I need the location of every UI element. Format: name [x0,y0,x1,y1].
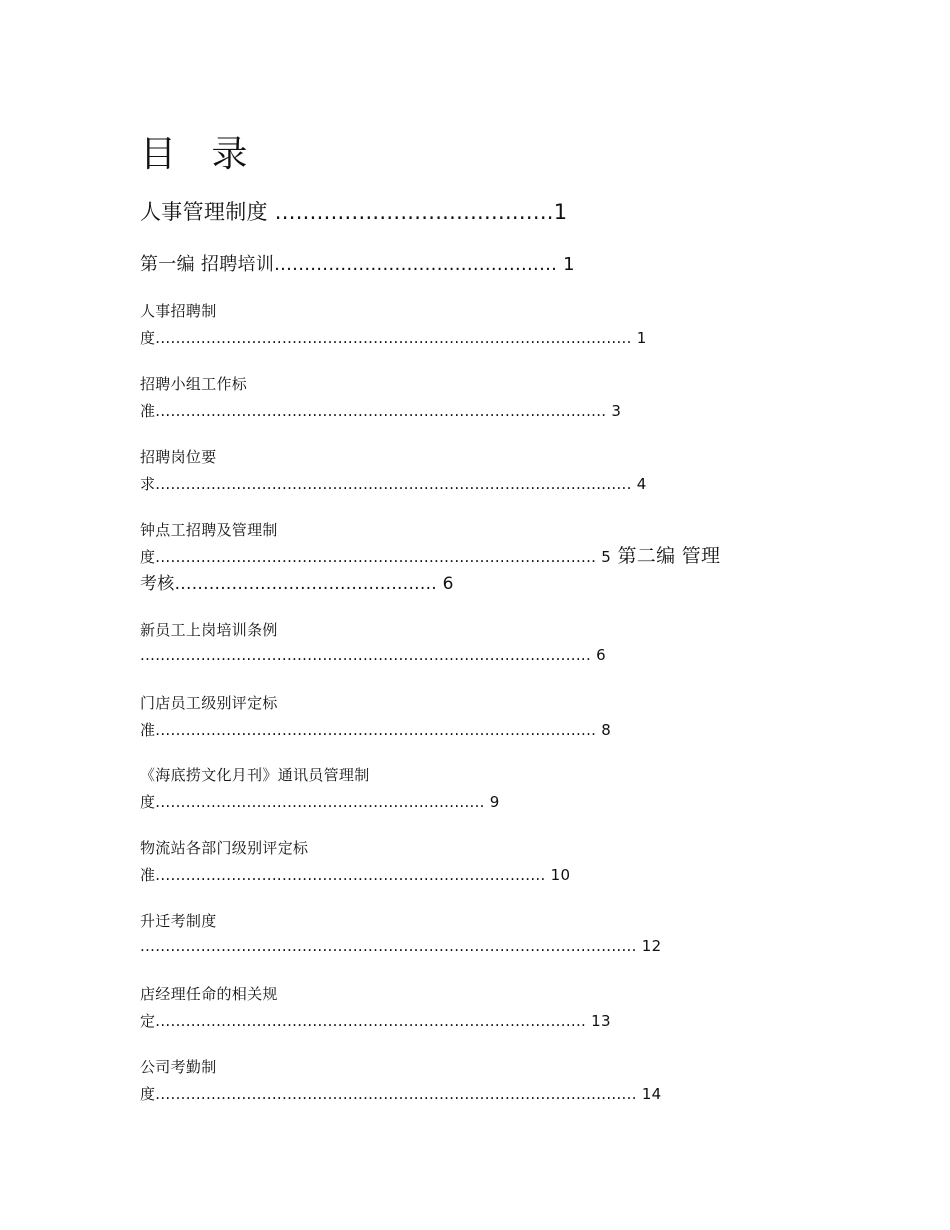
toc-entry-leader: 求.............................................................................................. 4 [140,475,647,493]
toc-entry-leader: 度............................................................................................... 14 [140,1085,662,1103]
toc-entry-title: 新员工上岗培训条例 [140,621,278,639]
toc-entry-title: 钟点工招聘及管理制 [140,521,278,539]
toc-entry-leader: 度.............................................................................................. 1 [140,329,647,347]
toc-entry-leader: 度....................................................................................... 5 [140,548,612,566]
toc-level2-entry: 第一编 招聘培训............................................... 1 [140,254,575,275]
toc-level2-continuation: 考核.............................................. 6 [140,574,454,594]
toc-entry-title: 《海底捞文化月刊》通讯员管理制 [140,766,370,784]
toc-entry-title: 物流站各部门级别评定标 [140,839,309,857]
toc-entry-title: 公司考勤制 [140,1058,217,1076]
toc-level1-entry: 人事管理制度 ........................................1 [140,200,568,224]
toc-entry-leader: 度................................................................. 9 [140,793,500,811]
toc-entry-leader-mixed [140,541,720,568]
toc-entry-leader: ......................................................................................... 6 [140,646,606,664]
toc-title: 目 录 [140,134,260,175]
toc-entry-title: 人事招聘制 [140,302,217,320]
toc-entry-title: 升迁考制度 [140,912,217,930]
toc-entry-title: 招聘岗位要 [140,448,217,466]
toc-entry-title: 店经理任命的相关规 [140,985,278,1003]
toc-entry-leader: .................................................................................................. 12 [140,937,662,955]
toc-entry-leader: 准............................................................................. 10 [140,866,571,884]
toc-entry-leader: 定..................................................................................... 13 [140,1012,611,1030]
toc-entry-leader: 准....................................................................................... 8 [140,721,612,739]
toc-level2-inline: 第二编 管理 [611,545,721,567]
toc-entry-title: 门店员工级别评定标 [140,694,278,712]
toc-entry-leader: 准......................................................................................... 3 [140,402,622,420]
toc-entry-title: 招聘小组工作标 [140,375,248,393]
